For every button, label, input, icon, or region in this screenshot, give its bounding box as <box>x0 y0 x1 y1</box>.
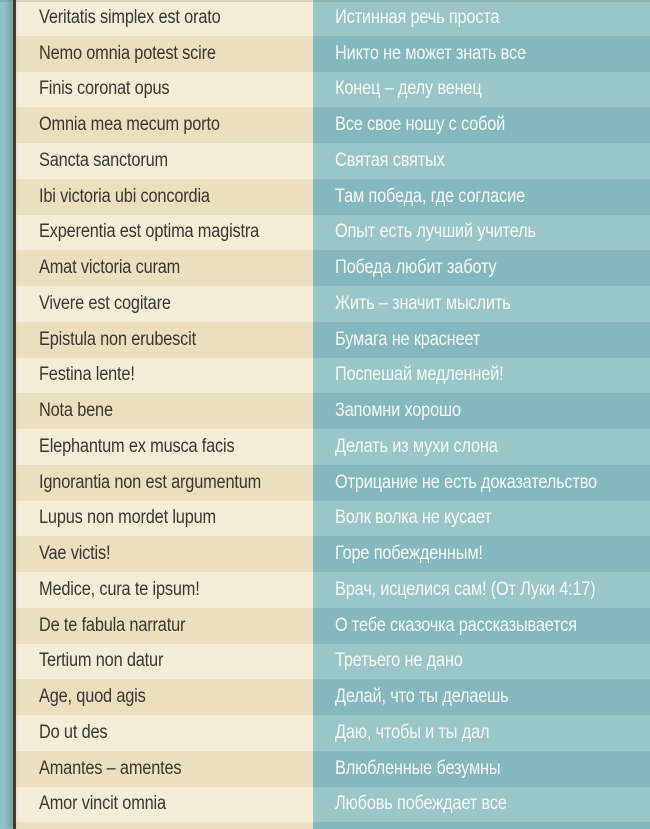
proverb-row <box>16 215 650 251</box>
proverb-row <box>16 751 650 787</box>
proverb-row <box>16 465 650 501</box>
russian-translation: Опыт есть лучший учитель <box>335 221 536 243</box>
russian-translation: Конец – делу венец <box>335 78 482 100</box>
russian-translation: Истинная речь проста <box>335 6 500 28</box>
russian-translation-cell <box>313 286 650 322</box>
latin-phrase: Vivere est cogitare <box>39 292 171 314</box>
russian-translation: Врач, исцелися сам! (От Луки 4:17) <box>335 578 596 600</box>
latin-phrase-cell <box>16 358 313 394</box>
russian-translation-cell <box>313 179 650 215</box>
latin-phrase-cell <box>16 215 313 251</box>
latin-phrase: Finis coronat opus <box>39 78 170 100</box>
russian-translation-cell <box>313 644 650 680</box>
proverb-row <box>16 0 650 36</box>
russian-translation: Влюбленные безумны <box>335 757 501 779</box>
russian-translation-cell <box>313 322 650 358</box>
russian-translation-cell <box>313 501 650 537</box>
latin-phrase: Tertium non datur <box>39 650 164 672</box>
proverb-row <box>16 429 650 465</box>
latin-phrase-cell <box>16 0 313 36</box>
proverb-row <box>16 107 650 143</box>
latin-phrase-cell <box>16 536 313 572</box>
latin-phrase: Amor vincit omnia <box>39 793 166 815</box>
latin-phrase: Veritatis simplex est orato <box>39 6 221 28</box>
latin-phrase: Vae victis! <box>39 543 111 565</box>
latin-phrase: Festina lente! <box>39 364 135 386</box>
russian-translation-cell <box>313 250 650 286</box>
russian-translation-cell <box>313 143 650 179</box>
russian-translation-cell <box>313 215 650 251</box>
proverb-row <box>16 393 650 429</box>
russian-translation-cell <box>313 429 650 465</box>
russian-translation: Делать из мухи слона <box>335 435 498 457</box>
latin-phrase-cell <box>16 751 313 787</box>
latin-phrase: Experentia est optima magistra <box>39 221 260 243</box>
russian-translation-cell <box>313 787 650 823</box>
russian-translation: Победа любит заботу <box>335 257 497 279</box>
russian-translation: Бумага не краснеет <box>335 328 481 350</box>
russian-translation-cell <box>313 536 650 572</box>
proverb-row <box>16 644 650 680</box>
proverb-row <box>16 72 650 108</box>
russian-translation-cell <box>313 465 650 501</box>
latin-phrase-cell <box>16 787 313 823</box>
russian-translation: Запомни хорошо <box>335 400 461 422</box>
proverb-row <box>16 715 650 751</box>
latin-phrase: Medice, cura te ipsum! <box>39 578 200 600</box>
latin-phrase: Epistula non erubescit <box>39 328 197 350</box>
latin-phrase-cell <box>16 143 313 179</box>
latin-phrase-cell <box>16 679 313 715</box>
proverb-row <box>16 787 650 823</box>
latin-phrase: Ignorantia non est argumentum <box>39 471 262 493</box>
proverb-row <box>16 536 650 572</box>
proverb-row <box>16 143 650 179</box>
latin-phrase-cell <box>16 72 313 108</box>
russian-translation-cell <box>313 715 650 751</box>
latin-phrase: Amat victoria curam <box>39 257 181 279</box>
latin-phrase-cell <box>16 107 313 143</box>
latin-phrase: Nemo omnia potest scire <box>39 42 216 64</box>
russian-translation: Поспешай медленней! <box>335 364 504 386</box>
latin-phrase: Ibi victoria ubi concordia <box>39 185 210 207</box>
russian-translation: Все свое ношу с собой <box>335 114 506 136</box>
russian-translation-cell <box>313 679 650 715</box>
latin-phrase: Age, quod agis <box>39 686 146 708</box>
latin-phrase-cell <box>16 572 313 608</box>
russian-translation: Волк волка не кусает <box>335 507 492 529</box>
latin-phrase: Do ut des <box>39 721 108 743</box>
russian-translation-cell <box>313 751 650 787</box>
partial-row <box>16 822 650 829</box>
latin-phrase-cell <box>16 36 313 72</box>
proverb-row <box>16 322 650 358</box>
russian-translation: Любовь побеждает все <box>335 793 507 815</box>
latin-phrase-cell <box>16 608 313 644</box>
russian-translation: Святая святых <box>335 149 445 171</box>
latin-phrase-cell <box>16 501 313 537</box>
russian-translation: Третьего не дано <box>335 650 463 672</box>
latin-phrase-cell <box>16 644 313 680</box>
russian-translation-cell <box>313 36 650 72</box>
latin-phrase-cell <box>16 465 313 501</box>
proverb-row <box>16 572 650 608</box>
russian-translation-cell <box>313 358 650 394</box>
russian-translation-cell <box>313 0 650 36</box>
latin-phrase: Omnia mea mecum porto <box>39 114 220 136</box>
column-divider-shadow <box>13 0 16 829</box>
proverbs-table <box>16 0 650 829</box>
russian-translation: Отрицание не есть доказательство <box>335 471 597 493</box>
russian-translation-cell <box>313 393 650 429</box>
russian-translation: Никто не может знать все <box>335 42 526 64</box>
latin-phrase-cell <box>16 322 313 358</box>
proverb-row <box>16 358 650 394</box>
latin-phrase: Elephantum ex musca facis <box>39 435 235 457</box>
russian-translation-cell <box>313 608 650 644</box>
russian-translation: О тебе сказочка рассказывается <box>335 614 577 636</box>
proverb-row <box>16 608 650 644</box>
russian-translation-cell <box>313 572 650 608</box>
latin-phrase-cell <box>16 822 313 829</box>
latin-phrase: Amantes – amentes <box>39 757 182 779</box>
latin-phrase-cell <box>16 286 313 322</box>
latin-phrase: De te fabula narratur <box>39 614 186 636</box>
proverb-row <box>16 286 650 322</box>
russian-translation: Там победа, где согласие <box>335 185 525 207</box>
russian-translation: Даю, чтобы и ты дал <box>335 721 490 743</box>
proverb-row <box>16 679 650 715</box>
proverb-row <box>16 250 650 286</box>
russian-translation: Жить – значит мыслить <box>335 292 511 314</box>
latin-phrase-cell <box>16 250 313 286</box>
latin-phrase-cell <box>16 429 313 465</box>
latin-phrase-cell <box>16 715 313 751</box>
russian-translation-cell <box>313 72 650 108</box>
proverb-row <box>16 179 650 215</box>
proverb-row <box>16 36 650 72</box>
latin-phrase: Lupus non mordet lupum <box>39 507 216 529</box>
russian-translation-cell <box>313 822 650 829</box>
latin-phrase: Nota bene <box>39 400 113 422</box>
russian-translation-cell <box>313 107 650 143</box>
latin-phrase: Sancta sanctorum <box>39 149 168 171</box>
latin-phrase-cell <box>16 179 313 215</box>
proverb-row <box>16 501 650 537</box>
russian-translation: Горе побежденным! <box>335 543 483 565</box>
russian-translation: Делай, что ты делаешь <box>335 686 509 708</box>
latin-phrase-cell <box>16 393 313 429</box>
